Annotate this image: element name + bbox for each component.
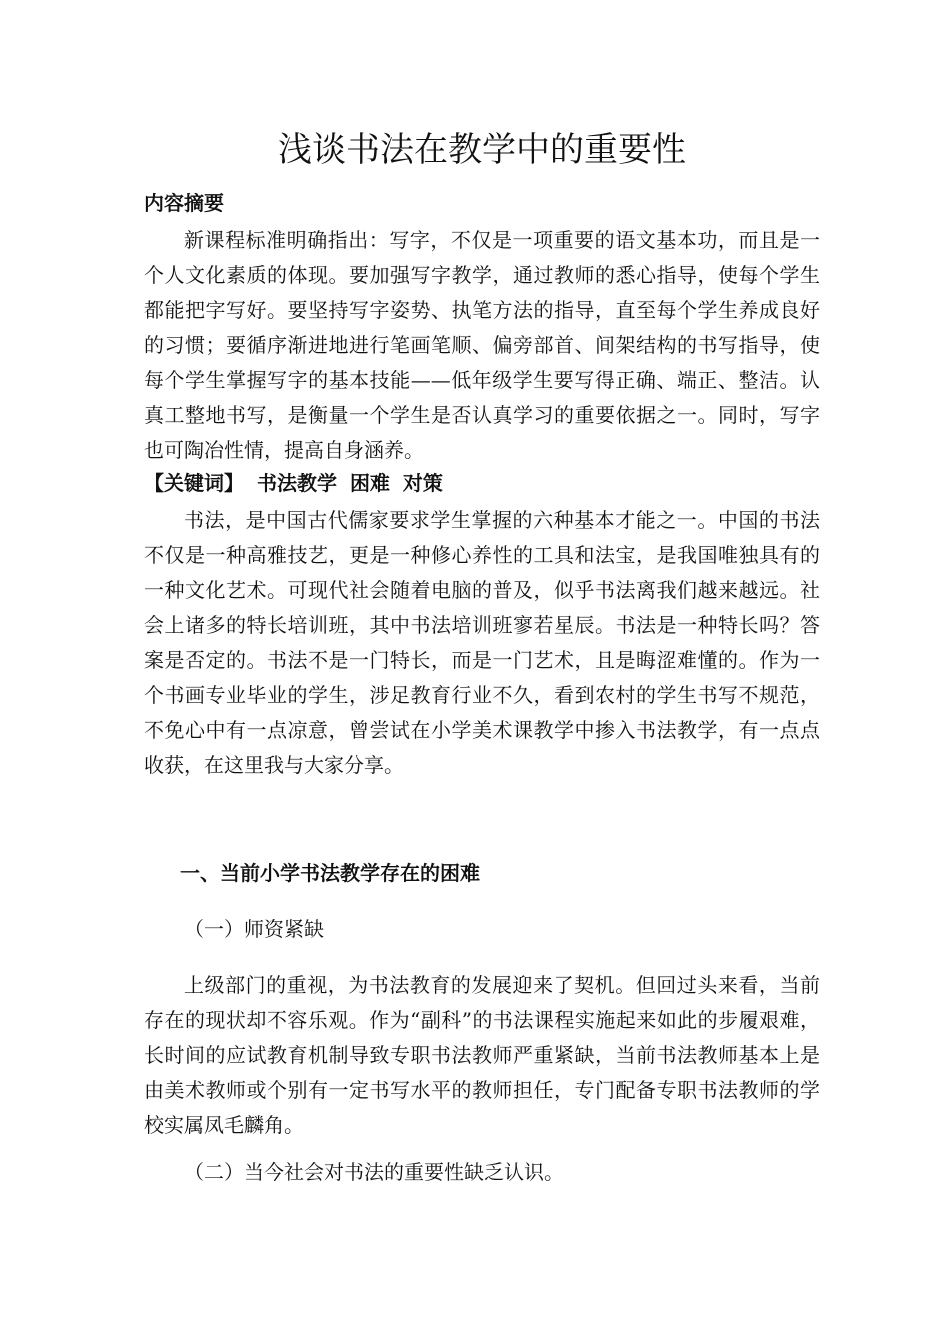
section-heading: 一、当前小学书法教学存在的困难 <box>180 861 480 885</box>
document-title: 浅谈书法在教学中的重要性 <box>278 130 686 170</box>
keywords-line <box>144 468 443 498</box>
keyword-item: 困难 <box>349 471 390 495</box>
subsection-heading: （二）当今社会对书法的重要性缺乏认识。 <box>184 1160 564 1184</box>
document-page <box>144 0 820 1344</box>
keyword-item: 书法教学 <box>256 471 337 495</box>
intro-paragraph: 书法，是中国古代儒家要求学生掌握的六种基本才能之一。中国的书法不仅是一种高雅技艺，更是一种修心养性的工具和法宝，是我国唯独具有的一种文化艺术。可现代社会随着电脑的普及，似乎书法离我们越来越远。社会上诸多的特长培训班，其中书法培训班寥若星辰。书法是一种特长吗？答案是否定的。书法不是一门特长，而是一门艺术，且是晦涩难懂的。作为一个书画专业毕业的学生，涉足教育行业不久，看到农村的学生书写不规范，不免心中有一点凉意，曾尝试在小学美术课教学中掺入书法教学，有一点点收获，在这里我与大家分享。 <box>144 508 820 777</box>
keyword-item: 对策 <box>402 471 443 495</box>
abstract-paragraph: 新课程标准明确指出：写字，不仅是一项重要的语文基本功，而且是一个人文化素质的体现。要加强写字教学，通过教师的悉心指导，使每个学生都能把字写好。要坚持写字姿势、执笔方法的指导，直至每个学生养成良好的习惯；要循序渐进地进行笔画笔顺、偏旁部首、间架结构的书写指导，使每个学生掌握写字的基本技能——低年级学生要写得正确、端正、整洁。认真工整地书写，是衡量一个学生是否认真学习的重要依据之一。同时，写字也可陶冶性情，提高自身涵养。 <box>144 228 820 462</box>
keywords-label: 【关键词】 <box>144 471 244 495</box>
subsection-heading: （一）师资紧缺 <box>184 917 324 941</box>
abstract-heading: 内容摘要 <box>144 191 224 215</box>
subsection-paragraph: 上级部门的重视，为书法教育的发展迎来了契机。但回过头来看，当前存在的现状却不容乐观。作为“副科”的书法课程实施起来如此的步履艰难，长时间的应试教育机制导致专职书法教师严重紧缺，当前书法教师基本上是由美术教师或个别有一定书写水平的教师担任，专门配备专职书法教师的学校实属凤毛麟角。 <box>144 973 820 1137</box>
